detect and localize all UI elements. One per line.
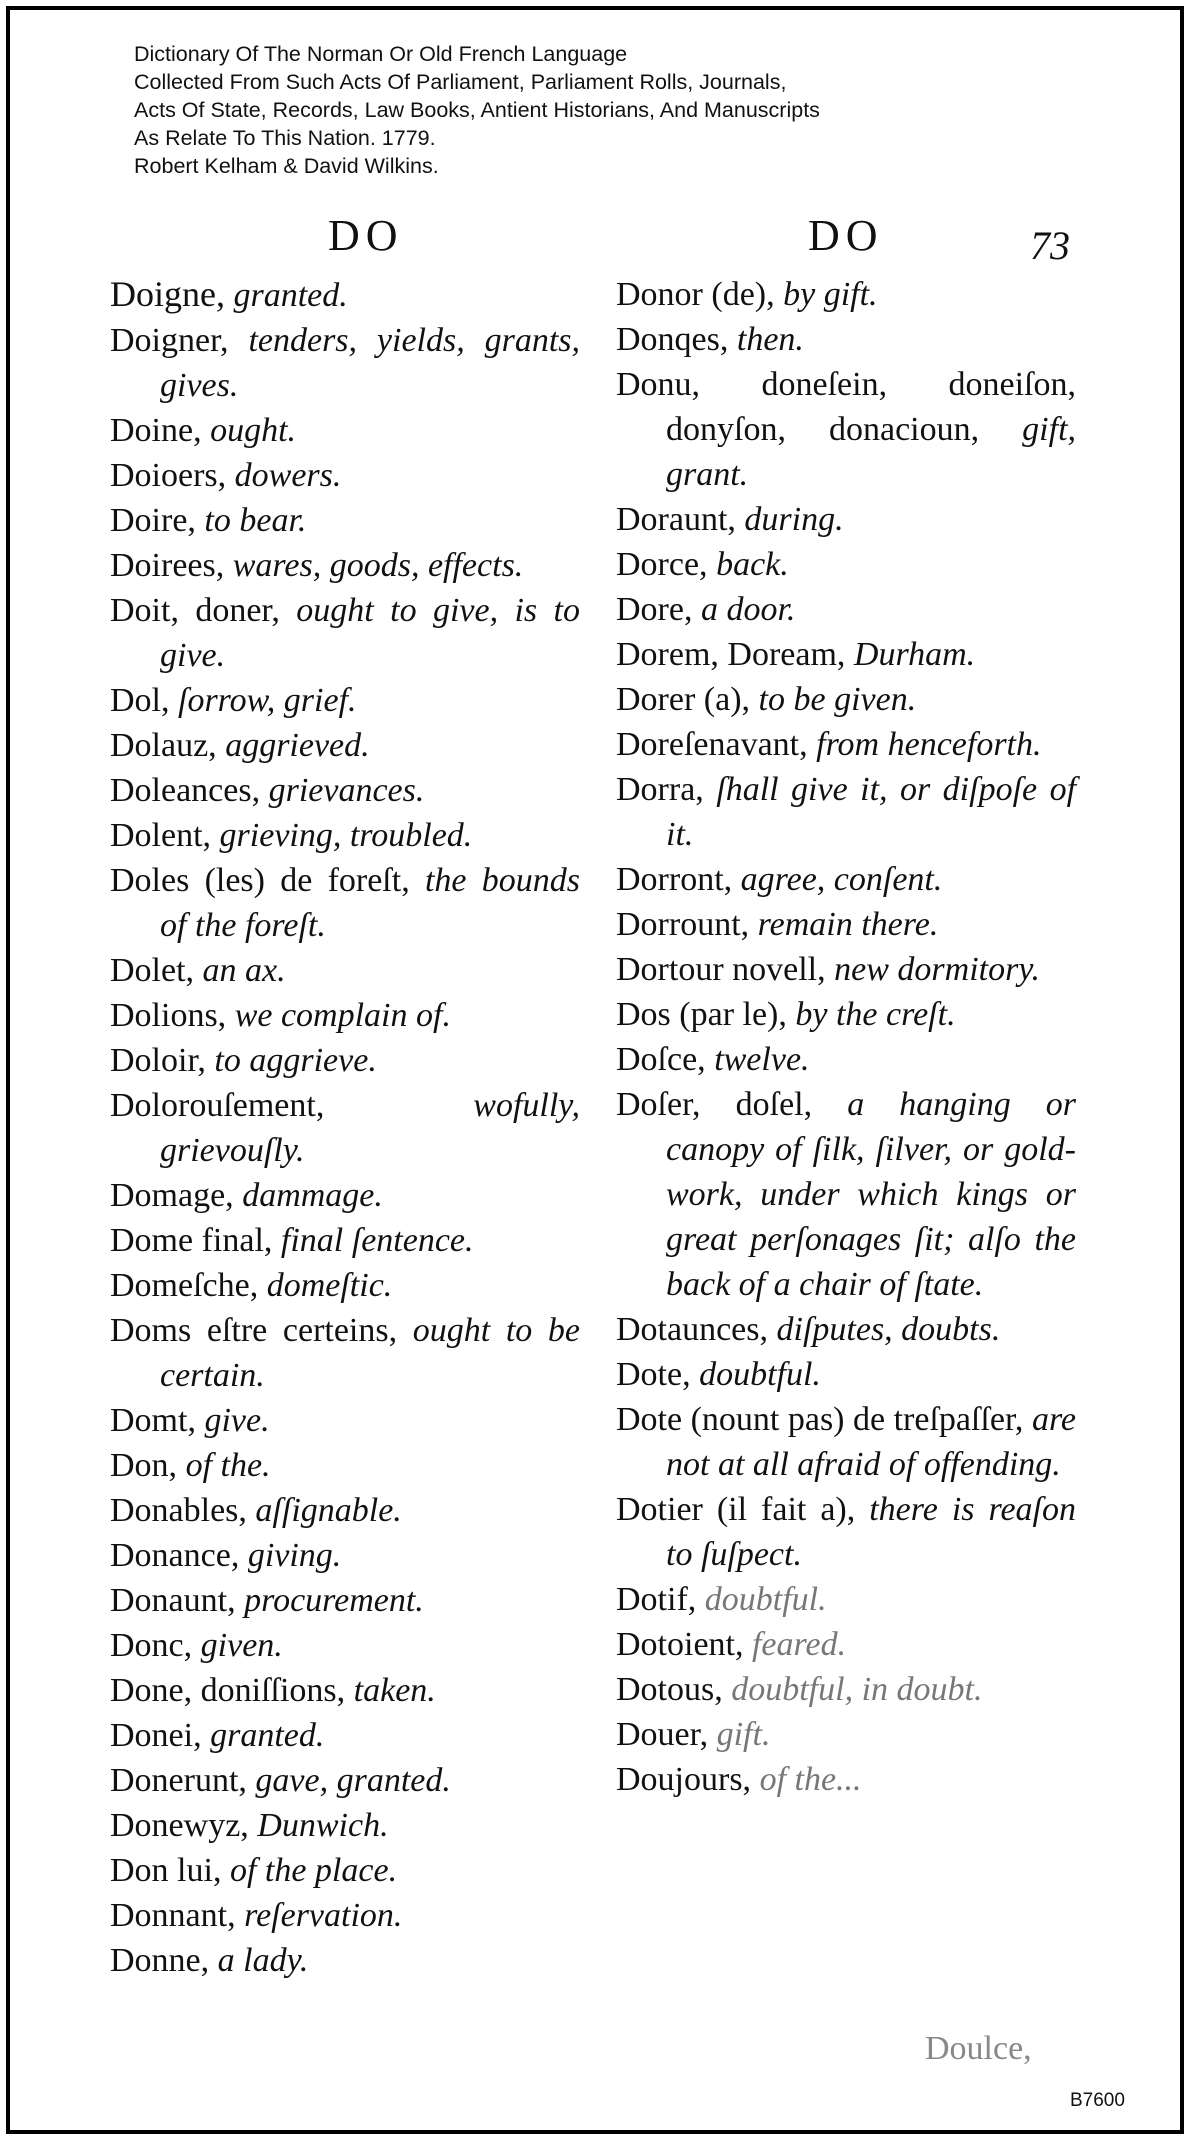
- dictionary-entry: [616, 1622, 1076, 1667]
- dictionary-entry: [616, 542, 1076, 587]
- definition: given.: [200, 1627, 283, 1664]
- headword: Dotoient,: [616, 1626, 744, 1663]
- headword: Dolions,: [110, 997, 227, 1034]
- dictionary-entry: [110, 1893, 580, 1938]
- definition: a door.: [700, 591, 796, 628]
- caption-line: Acts Of State, Records, Law Books, Antient Historians, And Manuscripts: [134, 98, 820, 122]
- dictionary-entry: [110, 1398, 580, 1443]
- definition: granted.: [210, 1717, 325, 1754]
- headword: Doleances,: [110, 772, 261, 809]
- dictionary-entry: [616, 1667, 1076, 1712]
- headword: Donor (de),: [616, 276, 775, 313]
- headword: Dotous,: [616, 1671, 723, 1708]
- left-column: [110, 272, 580, 1983]
- headword: Done, doniſſions,: [110, 1672, 346, 1709]
- headword: Dorrount,: [616, 906, 750, 943]
- dictionary-entry: [616, 497, 1076, 542]
- dictionary-entry: [110, 1443, 580, 1488]
- headword: Donu, doneſein, doneiſon, donyſon, donacioun,: [616, 366, 1076, 448]
- dictionary-entry: [110, 1083, 580, 1173]
- definition: reſervation.: [244, 1897, 403, 1934]
- headword: Doles (les) de foreſt,: [110, 862, 410, 899]
- headword: Doigne,: [110, 274, 225, 314]
- headword: Dortour novell,: [616, 951, 826, 988]
- headword: Dolent,: [110, 817, 212, 854]
- headword: Donance,: [110, 1537, 240, 1574]
- caption-line: Collected From Such Acts Of Parliament, Parliament Rolls, Journals,: [134, 70, 787, 94]
- headword: Donables,: [110, 1492, 247, 1529]
- headword: Doit, doner,: [110, 592, 280, 629]
- headword: Dote (nount pas) de treſpaſſer,: [616, 1401, 1024, 1438]
- dictionary-entry: [616, 1307, 1076, 1352]
- dictionary-entry: [616, 1757, 1076, 1802]
- definition: giving.: [247, 1537, 342, 1574]
- headword: Doreſenavant,: [616, 726, 808, 763]
- caption-line: Dictionary Of The Norman Or Old French Language: [134, 42, 628, 66]
- definition: of the place.: [229, 1852, 398, 1889]
- headword: Donne,: [110, 1942, 210, 1979]
- definition: aggrieved.: [225, 727, 370, 764]
- headword: Doujours,: [616, 1761, 752, 1798]
- definition: ought to give, is to give.: [160, 592, 580, 674]
- dictionary-entry: [110, 768, 580, 813]
- dictionary-entry: [616, 947, 1076, 992]
- definition: granted.: [233, 277, 348, 314]
- dictionary-entry: [110, 1263, 580, 1308]
- headword: Dotaunces,: [616, 1311, 769, 1348]
- headword: Doire,: [110, 502, 196, 539]
- dictionary-entry: [110, 1668, 580, 1713]
- definition: an ax.: [202, 952, 286, 989]
- headword: Doigner,: [110, 322, 229, 359]
- dictionary-entry: [110, 318, 580, 408]
- definition: dowers.: [234, 457, 342, 494]
- headword: Donaunt,: [110, 1582, 236, 1619]
- dictionary-entry: [616, 1712, 1076, 1757]
- headword: Dotier (il fait a),: [616, 1491, 856, 1528]
- definition: gift, grant.: [666, 411, 1077, 493]
- definition: of the.: [185, 1447, 271, 1484]
- headword: Dolet,: [110, 952, 195, 989]
- dictionary-entry: [110, 993, 580, 1038]
- definition: agree, conſent.: [740, 861, 943, 898]
- dictionary-entry: [616, 992, 1076, 1037]
- dictionary-entry: [110, 858, 580, 948]
- running-head-right: DO: [808, 211, 884, 260]
- headword: Domt,: [110, 1402, 196, 1439]
- headword: Doioers,: [110, 457, 227, 494]
- headword: Dorce,: [616, 546, 708, 583]
- caption-line: Robert Kelham & David Wilkins.: [134, 154, 439, 178]
- dictionary-entry: [616, 857, 1076, 902]
- definition: to aggrieve.: [214, 1042, 377, 1079]
- dictionary-entry: [616, 587, 1076, 632]
- headword: Domeſche,: [110, 1267, 259, 1304]
- dictionary-entry: [616, 1577, 1076, 1622]
- headword: Donnant,: [110, 1897, 236, 1934]
- dictionary-entry: [110, 1623, 580, 1668]
- dictionary-entry: [110, 1488, 580, 1533]
- dictionary-entry: [110, 1218, 580, 1263]
- dictionary-entry: [110, 1038, 580, 1083]
- definition: of the...: [759, 1761, 862, 1798]
- definition: a lady.: [217, 1942, 309, 1979]
- definition: ought to be certain.: [160, 1312, 580, 1394]
- dictionary-entry: [616, 1352, 1076, 1397]
- definition: procurement.: [244, 1582, 424, 1619]
- headword: Dome final,: [110, 1222, 273, 1259]
- headword: Dore,: [616, 591, 693, 628]
- dictionary-entry: [110, 543, 580, 588]
- dictionary-entry: [110, 948, 580, 993]
- headword: Dorer (a),: [616, 681, 751, 718]
- definition: twelve.: [714, 1041, 810, 1078]
- definition: final ſentence.: [280, 1222, 474, 1259]
- definition: the bounds of the foreſt.: [160, 862, 580, 944]
- definition: dammage.: [242, 1177, 383, 1214]
- headword: Dorem, Doream,: [616, 636, 846, 673]
- definition: taken.: [353, 1672, 436, 1709]
- dictionary-entry: [110, 408, 580, 453]
- dictionary-entry: [616, 722, 1076, 767]
- definition: ought.: [210, 412, 297, 449]
- headword: Dos (par le),: [616, 996, 787, 1033]
- headword: Doloir,: [110, 1042, 206, 1079]
- headword: Doine,: [110, 412, 202, 449]
- headword: Doſer, doſel,: [616, 1086, 813, 1123]
- dictionary-entry: [110, 453, 580, 498]
- dictionary-entry: [616, 1037, 1076, 1082]
- dictionary-entry: [616, 1487, 1076, 1577]
- definition: wares, goods, effects.: [232, 547, 524, 584]
- page-number: 73: [1030, 223, 1070, 268]
- dictionary-entry: [616, 1082, 1076, 1307]
- caption-line: As Relate To This Nation. 1779.: [134, 126, 436, 150]
- definition: by the creſt.: [795, 996, 956, 1033]
- dictionary-entry: [616, 677, 1076, 722]
- headword: Don,: [110, 1447, 178, 1484]
- definition: tenders, yields, grants, gives.: [160, 322, 580, 404]
- dictionary-entry: [110, 498, 580, 543]
- dictionary-entry: [616, 317, 1076, 362]
- definition: to bear.: [204, 502, 307, 539]
- dictionary-entry: [616, 272, 1076, 317]
- definition: a hanging or canopy of ſilk, ſilver, or gold-work, under which kings or great perſonages ſit; alſo the back of a chair of ſtate.: [666, 1086, 1076, 1303]
- definition: to be given.: [758, 681, 917, 718]
- definition: feared.: [751, 1626, 847, 1663]
- headword: Doraunt,: [616, 501, 736, 538]
- headword: Dorra,: [616, 771, 704, 808]
- dictionary-entry: [616, 902, 1076, 947]
- dictionary-entry: [110, 1803, 580, 1848]
- definition: Dunwich.: [257, 1807, 389, 1844]
- definition: from henceforth.: [816, 726, 1042, 763]
- definition: domeſtic.: [266, 1267, 393, 1304]
- dictionary-entry: [110, 1308, 580, 1398]
- definition: Durham.: [853, 636, 976, 673]
- definition: doubtful.: [704, 1581, 827, 1618]
- definition: then.: [736, 321, 804, 358]
- headword: Donei,: [110, 1717, 202, 1754]
- headword: Don lui,: [110, 1852, 222, 1889]
- definition: by gift.: [783, 276, 878, 313]
- headword: Douer,: [616, 1716, 709, 1753]
- headword: Donerunt,: [110, 1762, 247, 1799]
- definition: remain there.: [757, 906, 939, 943]
- headword: Doms eſtre certeins,: [110, 1312, 398, 1349]
- headword: Dolorouſement,: [110, 1087, 325, 1124]
- definition: doubtful, in doubt.: [731, 1671, 983, 1708]
- dictionary-entry: [110, 272, 580, 318]
- headword: Dolauz,: [110, 727, 217, 764]
- dictionary-entry: [110, 1578, 580, 1623]
- dictionary-entry: [110, 1533, 580, 1578]
- headword: Dote,: [616, 1356, 691, 1393]
- source-caption: [134, 40, 820, 180]
- dictionary-entry: [110, 1713, 580, 1758]
- definition: ſorrow, grief.: [178, 682, 357, 719]
- headword: Dol,: [110, 682, 170, 719]
- dictionary-entry: [110, 1173, 580, 1218]
- dictionary-entry: [110, 1848, 580, 1893]
- dictionary-entry: [616, 1397, 1076, 1487]
- definition: gift.: [716, 1716, 771, 1753]
- definition: there is reaſon to ſuſpect.: [666, 1491, 1076, 1573]
- headword: Dotif,: [616, 1581, 697, 1618]
- definition: diſputes, doubts.: [776, 1311, 1001, 1348]
- definition: grieving, troubled.: [219, 817, 473, 854]
- definition: aſſignable.: [255, 1492, 402, 1529]
- plate-id: B7600: [1070, 2090, 1125, 2111]
- headword: Doſce,: [616, 1041, 706, 1078]
- dictionary-entry: [616, 632, 1076, 677]
- running-head-left: DO: [328, 211, 404, 260]
- dictionary-entry: [110, 1938, 580, 1983]
- headword: Donewyz,: [110, 1807, 249, 1844]
- dictionary-entry: [110, 1758, 580, 1803]
- dictionary-entry: [110, 723, 580, 768]
- definition: gave, granted.: [255, 1762, 451, 1799]
- headword: Donqes,: [616, 321, 729, 358]
- dictionary-entry: [616, 362, 1076, 497]
- headword: Domage,: [110, 1177, 234, 1214]
- definition: grievances.: [268, 772, 425, 809]
- definition: ſhall give it, or diſpoſe of it.: [666, 771, 1077, 853]
- definition: give.: [204, 1402, 270, 1439]
- dictionary-entry: [110, 588, 580, 678]
- definition: new dormitory.: [834, 951, 1041, 988]
- right-column: [616, 272, 1076, 1802]
- headword: Dorront,: [616, 861, 733, 898]
- definition: are not at all afraid of offending.: [666, 1401, 1076, 1483]
- definition: during.: [744, 501, 844, 538]
- headword: Donc,: [110, 1627, 193, 1664]
- dictionary-entry: [616, 767, 1076, 857]
- catchword: Doulce,: [925, 2030, 1032, 2067]
- dictionary-entry: [110, 678, 580, 723]
- dictionary-entry: [110, 813, 580, 858]
- headword: Doirees,: [110, 547, 225, 584]
- definition: wofully, grievouſly.: [160, 1087, 580, 1169]
- definition: back.: [716, 546, 789, 583]
- definition: we complain of.: [234, 997, 451, 1034]
- definition: doubtful.: [699, 1356, 821, 1393]
